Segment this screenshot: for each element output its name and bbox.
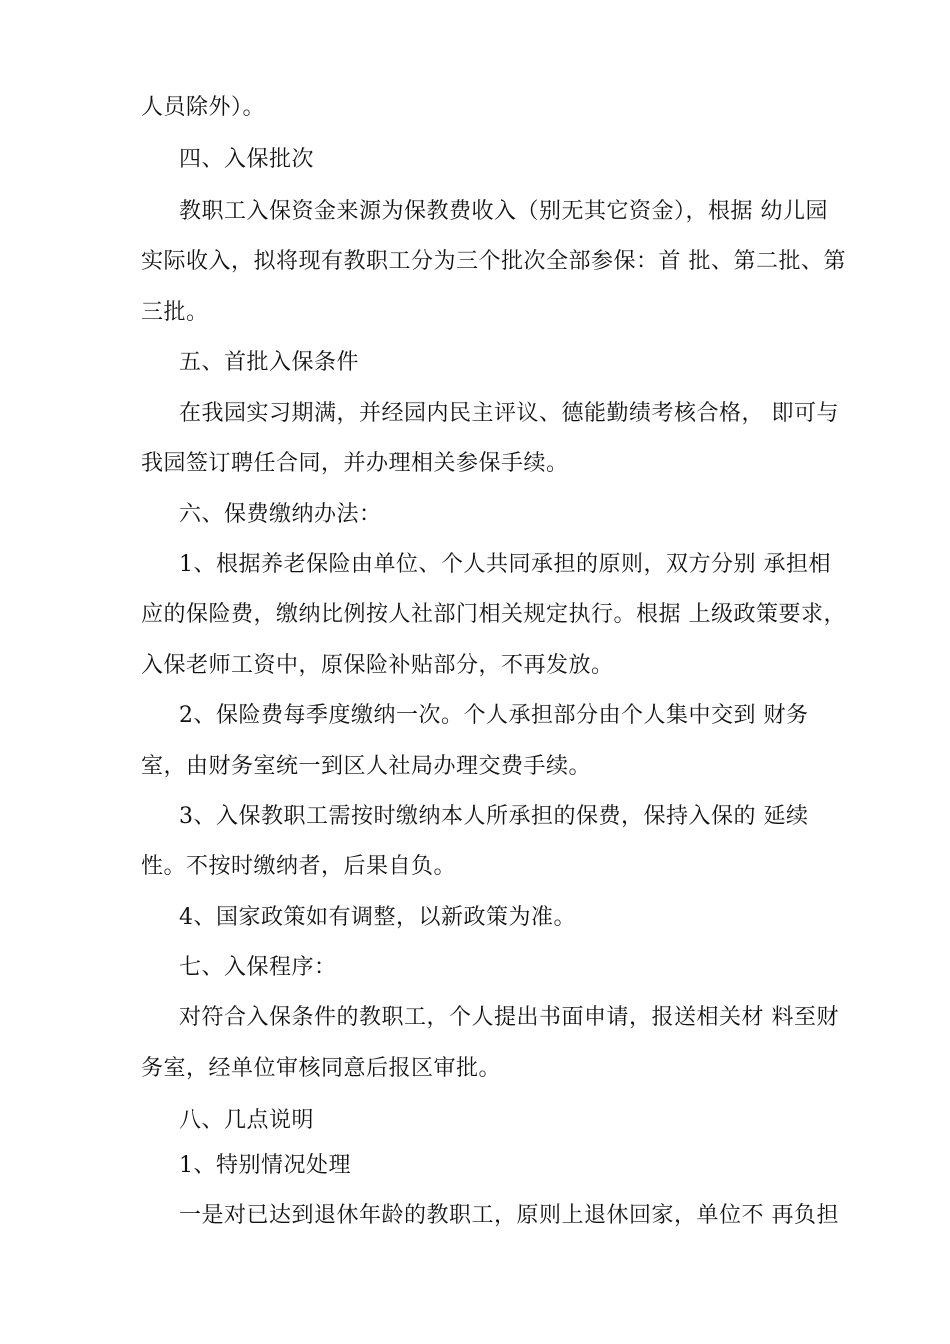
text-line: 实际收入，拟将现有教职工分为三个批次全部参保：首 批、第二批、第 — [141, 249, 846, 274]
text-line: 教职工入保资金来源为保教费收入（别无其它资金），根据 幼儿园 — [179, 199, 828, 224]
text-line: 在我园实习期满，并经园内民主评议、德能勤绩考核合格， 即可与 — [179, 401, 839, 426]
text-line: 2、保险费每季度缴纳一次。个人承担部分由个人集中交到 财务 — [179, 703, 809, 728]
section-heading: 七、入保程序： — [179, 955, 337, 980]
text-line: 室，由财务室统一到区人社局办理交费手续。 — [141, 754, 592, 779]
text-line: 1、根据养老保险由单位、个人共同承担的原则，双方分别 承担相 — [179, 552, 831, 577]
text-line: 我园签订聘任合同，并办理相关参保手续。 — [141, 451, 569, 476]
text-line: 4、国家政策如有调整，以新政策为准。 — [179, 905, 576, 930]
text-line: 性。不按时缴纳者，后果自负。 — [141, 854, 457, 879]
section-heading: 四、入保批次 — [179, 147, 315, 172]
text-line: 一是对已达到退休年龄的教职工，原则上退休回家，单位不 再负担 — [179, 1203, 839, 1228]
section-heading: 五、首批入保条件 — [179, 350, 360, 375]
text-line: 人员除外）。 — [141, 95, 266, 120]
text-line: 对符合入保条件的教职工，个人提出书面申请，报送相关材 料至财 — [179, 1005, 839, 1030]
section-heading: 八、几点说明 — [179, 1108, 315, 1133]
text-line: 3、入保教职工需按时缴纳本人所承担的保费，保持入保的 延续 — [179, 804, 809, 829]
subsection-heading: 1、特别情况处理 — [179, 1153, 351, 1178]
text-line: 三批。 — [141, 300, 209, 325]
text-line: 应的保险费，缴纳比例按人社部门相关规定执行。根据 上级政策要求， — [141, 602, 846, 627]
text-line: 入保老师工资中，原保险补贴部分，不再发放。 — [141, 653, 614, 678]
section-heading: 六、保费缴纳办法： — [179, 502, 382, 527]
text-line: 务室，经单位审核同意后报区审批。 — [141, 1056, 502, 1081]
